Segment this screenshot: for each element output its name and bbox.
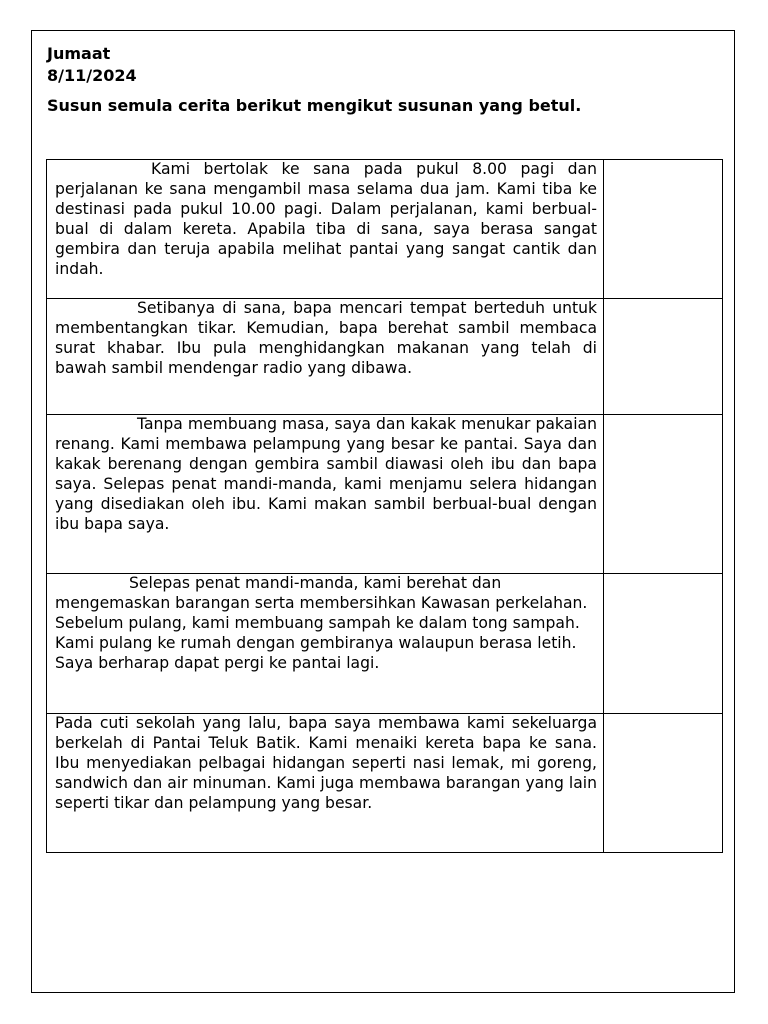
story-table: [46, 159, 723, 853]
paragraph-text: Setibanya di sana, bapa mencari tempat berteduh untuk membentangkan tikar. Kemudian, bapa berehat sambil membaca surat khabar. Ibu pula menghidangkan makanan yang telah di bawah sambil mendengar radio yang dibawa.: [55, 299, 597, 377]
answer-box[interactable]: [604, 574, 723, 714]
table-row: [47, 299, 723, 415]
paragraph-text: Kami bertolak ke sana pada pukul 8.00 pagi dan perjalanan ke sana mengambil masa selama dua jam. Kami tiba ke destinasi pada pukul 10.00 pagi. Dalam perjalanan, kami berbual-bual di dalam kereta. Apabila tiba di sana, saya berasa sangat gembira dan teruja apabila melihat pantai yang sangat cantik dan indah.: [55, 160, 597, 278]
table-row: [47, 160, 723, 299]
table-row: [47, 574, 723, 714]
answer-box[interactable]: [604, 160, 723, 299]
paragraph-cell: [47, 160, 604, 299]
date-label: 8/11/2024: [47, 66, 137, 85]
paragraph-cell: [47, 299, 604, 415]
paragraph-cell: [47, 415, 604, 574]
instruction-text: Susun semula cerita berikut mengikut susunan yang betul.: [47, 96, 582, 115]
paragraph-text: Tanpa membuang masa, saya dan kakak menukar pakaian renang. Kami membawa pelampung yang besar ke pantai. Saya dan kakak berenang dengan gembira sambil diawasi oleh ibu dan bapa saya. Selepas penat mandi-manda, kami menjamu selera hidangan yang disediakan oleh ibu. Kami makan sambil berbual-bual dengan ibu bapa saya.: [55, 415, 597, 533]
answer-box[interactable]: [604, 299, 723, 415]
paragraph-cell: [47, 574, 604, 714]
paragraph-text: Pada cuti sekolah yang lalu, bapa saya membawa kami sekeluarga berkelah di Pantai Teluk Batik. Kami menaiki kereta bapa ke sana. Ibu menyediakan pelbagai hidangan seperti nasi lemak, mi goreng, sandwich dan air minuman. Kami juga membawa barangan yang lain seperti tikar dan pelampung yang besar.: [55, 714, 597, 812]
answer-box[interactable]: [604, 415, 723, 574]
answer-box[interactable]: [604, 714, 723, 853]
paragraph-text: Selepas penat mandi-manda, kami berehat dan mengemaskan barangan serta membersihkan Kawasan perkelahan. Sebelum pulang, kami membuang sampah ke dalam tong sampah. Kami pulang ke rumah dengan gembiranya walaupun berasa letih. Saya berharap dapat pergi ke pantai lagi.: [55, 574, 588, 672]
table-row: [47, 415, 723, 574]
day-label: Jumaat: [47, 44, 111, 63]
paragraph-cell: [47, 714, 604, 853]
table-row: [47, 714, 723, 853]
